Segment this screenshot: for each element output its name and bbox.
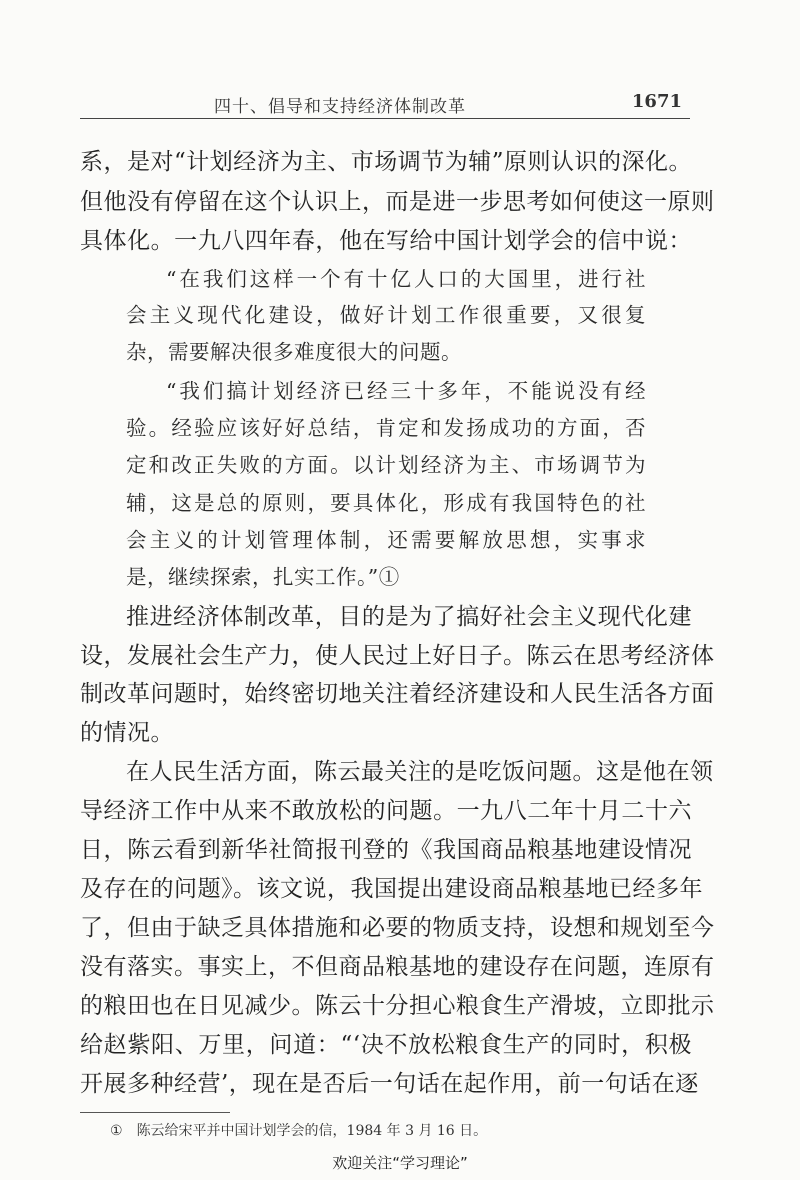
watermark-caption: 欢迎关注“学习理论”: [332, 1154, 468, 1172]
body-line: 的粮田也在日见减少。陈云十分担心粮食生产滑坡，立即批示: [80, 993, 715, 1019]
body-line: 没有落实。事实上，不但商品粮基地的建设存在问题，连原有: [80, 954, 715, 980]
footnote: [110, 1120, 487, 1140]
body-line: 了，但由于缺乏具体措施和必要的物质支持，设想和规划至今: [80, 915, 715, 941]
quote-line: 杂，需要解决很多难度很大的问题。: [126, 340, 462, 364]
body-line: 给赵紫阳、万里，问道：“‘决不放松粮食生产的同时，积极: [80, 1032, 692, 1058]
body-line: 的情况。: [80, 720, 174, 746]
body-line: 但他没有停留在这个认识上，而是进一步思考如何使这一原则: [80, 189, 715, 215]
footnote-mark: ①: [110, 1123, 123, 1139]
chapter-title: 四十、倡导和支持经济体制改革: [214, 97, 466, 117]
body-line: 制改革问题时，始终密切地关注着经济建设和人民生活各方面: [80, 681, 715, 707]
quote-line: 验。经验应该好好总结，肯定和发扬成功的方面，否: [126, 416, 646, 440]
footnote-text: 陈云给宋平并中国计划学会的信，1984 年 3 月 16 日。: [136, 1123, 488, 1139]
body-line: 日，陈云看到新华社简报刊登的《我国商品粮基地建设情况: [80, 837, 692, 863]
page-number: 1671: [631, 91, 682, 112]
quote-line: “在我们这样一个有十亿人口的大国里，进行社: [166, 267, 646, 291]
body-line: 系，是对“计划经济为主、市场调节为辅”原则认识的深化。: [80, 149, 693, 175]
body-line: 开展多种经营’，现在是否后一句话在起作用，前一句话在逐: [80, 1071, 699, 1097]
quote-line: 辅，这是总的原则，要具体化，形成有我国特色的社: [126, 491, 646, 515]
quote-line: 会主义现代化建设，做好计划工作很重要，又很复: [126, 303, 646, 327]
quote-line: 是，继续探索，扎实工作。”①: [126, 565, 400, 589]
body-line: 在人民生活方面，陈云最关注的是吃饭问题。这是他在领: [126, 759, 714, 785]
quote-line: “我们搞计划经济已经三十多年，不能说没有经: [166, 379, 646, 403]
body-line: 导经济工作中从来不敢放松的问题。一九八二年十月二十六: [80, 798, 692, 824]
body-line: 及存在的问题》。该文说，我国提出建设商品粮基地已经多年: [80, 876, 703, 902]
body-line: 设，发展社会生产力，使人民过上好日子。陈云在思考经济体: [80, 643, 715, 669]
quote-line: 定和改正失败的方面。以计划经济为主、市场调节为: [126, 453, 646, 477]
footnote-rule: [80, 1112, 230, 1113]
body-line: 推进经济体制改革，目的是为了搞好社会主义现代化建: [126, 604, 692, 630]
body-line: 具体化。一九八四年春，他在写给中国计划学会的信中说：: [80, 228, 692, 254]
quote-line: 会主义的计划管理体制，还需要解放思想，实事求: [126, 528, 646, 552]
running-head: [80, 88, 690, 119]
